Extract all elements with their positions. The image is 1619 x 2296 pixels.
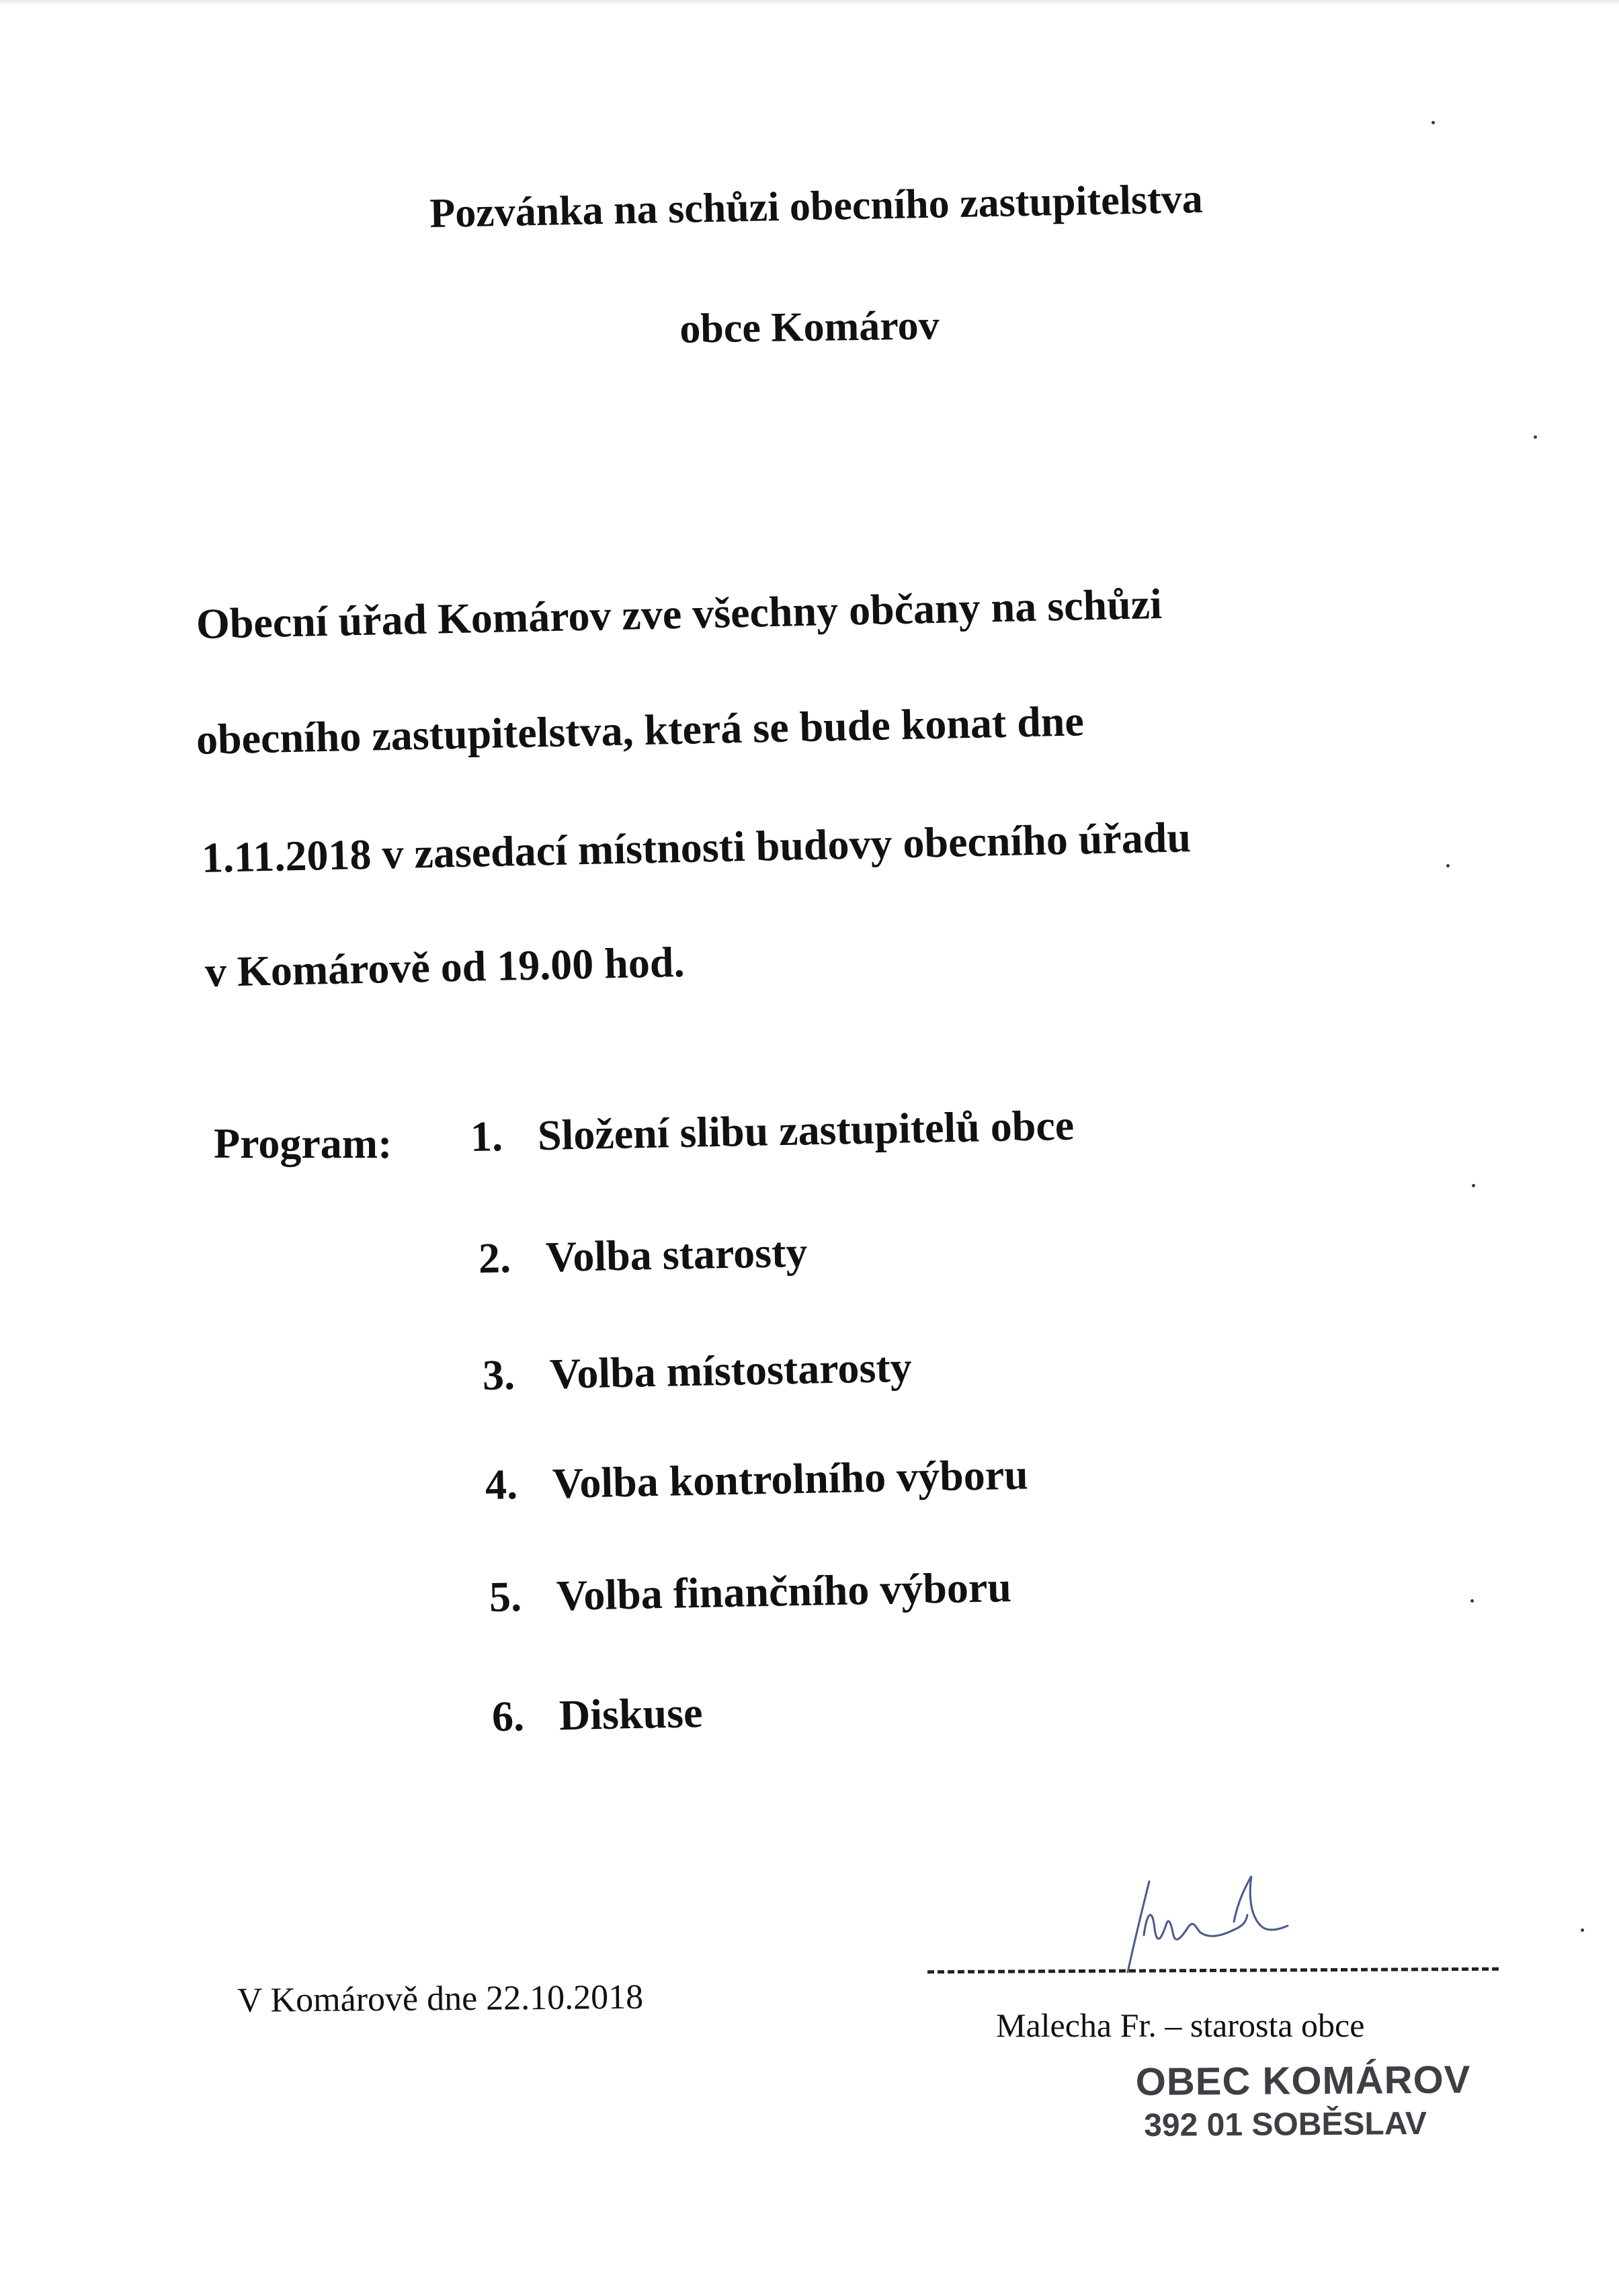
program-item	[470, 1101, 1075, 1162]
program-item-number: 3.	[482, 1351, 515, 1399]
program-item	[485, 1449, 1028, 1509]
program-item	[491, 1688, 703, 1742]
program-item-text: Diskuse	[558, 1688, 704, 1740]
program-item-text: Volba kontrolního výboru	[552, 1450, 1029, 1508]
program-item	[482, 1343, 912, 1400]
scan-speck	[1431, 121, 1435, 124]
scan-speck	[1472, 1184, 1475, 1187]
program-item	[478, 1228, 808, 1283]
stamp-line-1: OBEC KOMÁROV	[1135, 2057, 1471, 2104]
body-line: obecního zastupitelstva, která se bude konat dne	[196, 697, 1085, 763]
place-and-date: V Komárově dne 22.10.2018	[237, 1978, 644, 2020]
program-item-text: Složení slibu zastupitelů obce	[537, 1101, 1075, 1160]
scan-speck	[1446, 864, 1450, 867]
body-line: Obecní úřad Komárov zve všechny občany na schůzi	[196, 579, 1163, 648]
program-item-text: Volba finančního výboru	[556, 1563, 1012, 1620]
program-item-number: 5.	[489, 1572, 522, 1621]
scan-speck	[1534, 435, 1537, 439]
scan-speck	[1581, 1928, 1584, 1932]
program-item-number: 1.	[470, 1112, 503, 1160]
document-subtitle: obce Komárov	[679, 302, 940, 352]
office-stamp	[1136, 2057, 1471, 2144]
program-item	[489, 1562, 1011, 1622]
body-line: v Komárově od 19.00 hod.	[204, 938, 686, 996]
program-item-text: Volba místostarosty	[549, 1343, 913, 1398]
scan-speck	[1470, 1599, 1474, 1603]
body-line: 1.11.2018 v zasedací místnosti budovy obecního úřadu	[201, 813, 1192, 882]
program-item-number: 6.	[491, 1692, 525, 1740]
stamp-line-2: 392 01 SOBĚSLAV	[1144, 2105, 1427, 2143]
program-item-number: 2.	[478, 1234, 511, 1282]
program-item-number: 4.	[485, 1460, 518, 1508]
document-title: Pozvánka na schůzi obecního zastupitelstva	[429, 175, 1204, 237]
program-label: Program:	[214, 1119, 392, 1167]
program-item-text: Volba starosty	[545, 1228, 808, 1281]
scan-edge	[0, 0, 1619, 5]
signer-name: Malecha Fr. – starosta obce	[996, 2006, 1365, 2044]
handwritten-signature	[1102, 1834, 1317, 1982]
